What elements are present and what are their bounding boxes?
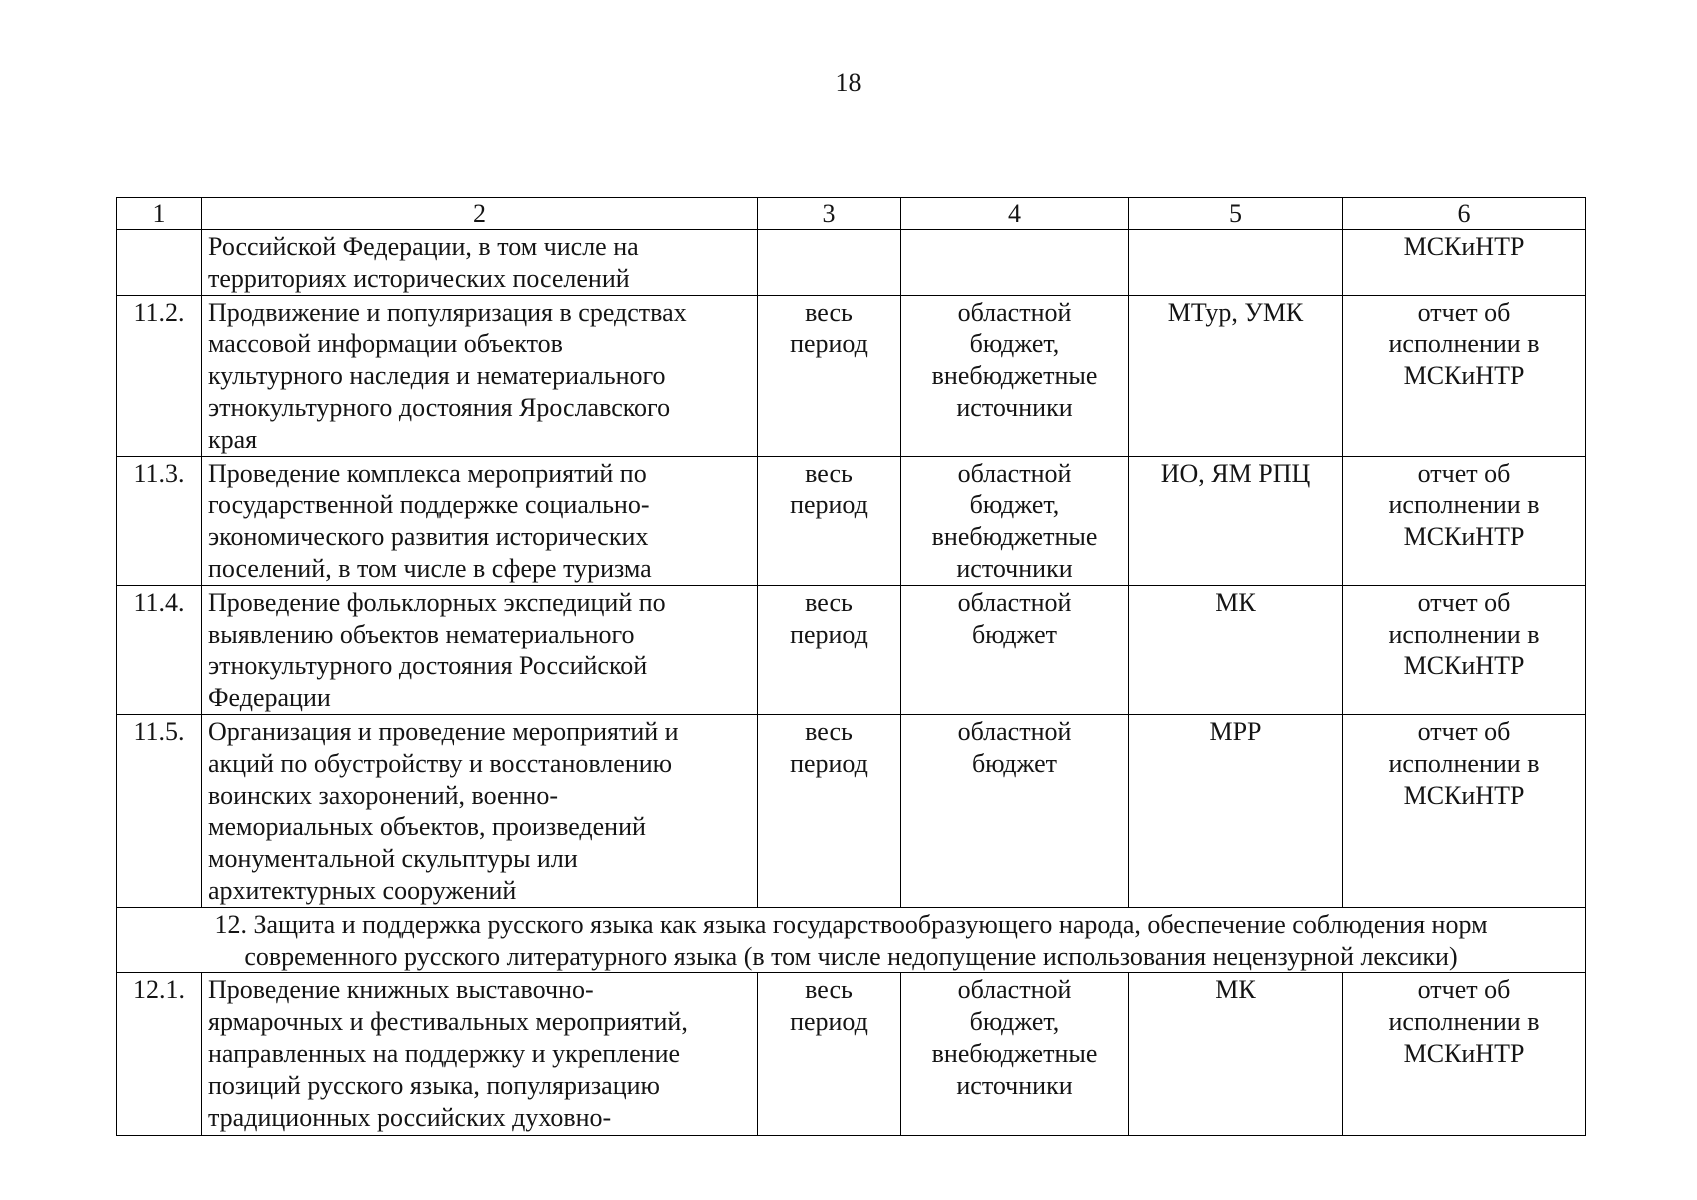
funding-source-cell — [901, 230, 1129, 296]
section-heading-cell — [117, 907, 1586, 973]
measure-text-cell — [202, 456, 758, 585]
cell-text-line: МСКиНТР — [1403, 651, 1525, 681]
cell-text-line: внебюджетные — [931, 522, 1098, 552]
cell-text-line: МСКиНТР — [1403, 361, 1525, 391]
cell-text-line: МТур, УМК — [1167, 297, 1304, 327]
cell-text-line: весь — [805, 587, 853, 617]
funding-source-cell — [901, 714, 1129, 907]
report-cell — [1343, 714, 1586, 907]
page-number: 18 — [835, 68, 862, 97]
period-cell — [758, 230, 901, 296]
cell-text-line: монументальной скульптуры или — [208, 844, 578, 874]
cell-text-line: отчет об — [1417, 297, 1511, 327]
cell-text-line: 11.2. — [133, 297, 185, 327]
cell-text-line: Российской Федерации, в том числе на — [208, 232, 639, 261]
cell-text-line: Проведение книжных выставочно- — [208, 975, 594, 1005]
cell-text-line: отчет об — [1417, 975, 1511, 1005]
cell-text-line: исполнении в — [1388, 619, 1540, 649]
executor-cell — [1129, 230, 1343, 296]
cell-text-line: мемориальных объектов, произведений — [208, 812, 646, 842]
funding-source-cell — [901, 456, 1129, 585]
cell-text-line: внебюджетные — [931, 1038, 1098, 1068]
header-cell: 6 — [1343, 198, 1586, 230]
period-cell — [758, 456, 901, 585]
cell-text-line: исполнении в — [1388, 748, 1540, 778]
header-cell: 2 — [202, 198, 758, 230]
cell-text-line: бюджет, — [969, 490, 1060, 520]
cell-text-line: областной — [957, 975, 1072, 1005]
cell-text-line: областной — [957, 716, 1072, 746]
cell-text-line: исполнении в — [1388, 490, 1540, 520]
executor-cell — [1129, 714, 1343, 907]
cell-text-line: МК — [1215, 587, 1256, 617]
executor-cell — [1129, 456, 1343, 585]
cell-text-line: традиционных российских духовно- — [208, 1102, 612, 1132]
cell-text-line: 11.4. — [133, 587, 185, 617]
table-row — [117, 585, 1586, 714]
section-heading-line: 12. Защита и поддержка русского языка как языка государствообразующего народа, обеспечение соблюдения норм — [214, 909, 1488, 939]
cell-text-line: областной — [957, 458, 1072, 488]
cell-text-line: источники — [956, 553, 1073, 583]
period-cell — [758, 714, 901, 907]
cell-text-line: бюджет — [971, 748, 1058, 778]
table-row — [117, 456, 1586, 585]
cell-text-line: МСКиНТР — [1403, 780, 1525, 810]
cell-text-line: областной — [957, 297, 1072, 327]
cell-text-line: Продвижение и популяризация в средствах — [208, 297, 687, 327]
cell-text-line: массовой информации объектов — [208, 329, 563, 359]
period-cell — [758, 973, 901, 1136]
cell-text-line: культурного наследия и нематериального — [208, 361, 666, 391]
executor-cell — [1129, 295, 1343, 456]
cell-text-line: внебюджетные — [931, 361, 1098, 391]
cell-text-line: отчет об — [1417, 458, 1511, 488]
measure-text-cell — [202, 295, 758, 456]
header-cell: 4 — [901, 198, 1129, 230]
cell-text-line: МСКиНТР — [1403, 522, 1525, 552]
cell-text-line: период — [790, 329, 868, 359]
cell-text-line: этнокультурного достояния Российской — [208, 651, 648, 681]
cell-text-line: экономического развития исторических — [208, 522, 649, 552]
cell-text-line: МК — [1215, 975, 1256, 1005]
measure-text-cell — [202, 585, 758, 714]
cell-text-line: источники — [956, 1070, 1073, 1100]
cell-text-line: Проведение фольклорных экспедиций по — [208, 587, 666, 617]
row-number-cell — [117, 585, 202, 714]
cell-text-line: поселений, в том числе в сфере туризма — [208, 553, 652, 583]
cell-text-line: края — [208, 424, 258, 454]
cell-text-line: Организация и проведение мероприятий и — [208, 716, 679, 746]
report-cell — [1343, 230, 1586, 296]
period-cell — [758, 585, 901, 714]
cell-text-line: весь — [805, 458, 853, 488]
cell-text-line: 11.3. — [133, 458, 185, 488]
header-cell: 3 — [758, 198, 901, 230]
cell-text-line: МСКиНТР — [1403, 232, 1525, 261]
cell-text-line: направленных на поддержку и укрепление — [208, 1038, 681, 1068]
funding-source-cell — [901, 585, 1129, 714]
cell-text-line: источники — [956, 392, 1073, 422]
report-cell — [1343, 456, 1586, 585]
report-cell — [1343, 295, 1586, 456]
executor-cell — [1129, 585, 1343, 714]
cell-text-line: период — [790, 748, 868, 778]
measure-text-cell — [202, 714, 758, 907]
table-header — [117, 198, 1586, 230]
cell-text-line: ярмарочных и фестивальных мероприятий, — [208, 1007, 688, 1037]
section-heading-row — [117, 907, 1586, 973]
cell-text-line: период — [790, 1007, 868, 1037]
report-cell — [1343, 973, 1586, 1136]
table-row — [117, 295, 1586, 456]
row-number-cell — [117, 295, 202, 456]
cell-text-line: выявлению объектов нематериального — [208, 619, 635, 649]
funding-source-cell — [901, 295, 1129, 456]
cell-text-line: позиций русского языка, популяризацию — [208, 1070, 660, 1100]
cell-text-line: акций по обустройству и восстановлению — [208, 748, 673, 778]
cell-text-line: ИО, ЯМ РПЦ — [1160, 458, 1311, 488]
cell-text-line: МСКиНТР — [1403, 1038, 1525, 1068]
header-row — [117, 198, 1586, 230]
cell-text-line: период — [790, 490, 868, 520]
section-heading-line: современного русского литературного языка (в том числе недопущение использования нецензурной лексики) — [244, 941, 1458, 971]
cell-text-line: весь — [805, 975, 853, 1005]
cell-text-line: весь — [805, 716, 853, 746]
cell-text-line: МРР — [1209, 716, 1262, 746]
row-number-cell — [117, 456, 202, 585]
cell-text-line: период — [790, 619, 868, 649]
header-cell: 1 — [117, 198, 202, 230]
table-row — [117, 230, 1586, 296]
report-cell — [1343, 585, 1586, 714]
header-cell: 5 — [1129, 198, 1343, 230]
cell-text-line: 11.5. — [133, 716, 185, 746]
cell-text-line: исполнении в — [1388, 329, 1540, 359]
funding-source-cell — [901, 973, 1129, 1136]
cell-text-line: бюджет — [971, 619, 1058, 649]
row-number-cell — [117, 230, 202, 296]
cell-text-line: архитектурных сооружений — [208, 875, 517, 905]
cell-text-line: отчет об — [1417, 587, 1511, 617]
cell-text-line: Федерации — [208, 683, 331, 713]
cell-text-line: исполнении в — [1388, 1007, 1540, 1037]
cell-text-line: 12.1. — [133, 975, 185, 1005]
measure-text-cell — [202, 973, 758, 1136]
cell-text-line: бюджет, — [969, 1007, 1060, 1037]
cell-text-line: территориях исторических поселений — [208, 263, 630, 293]
cell-text-line: этнокультурного достояния Ярославского — [208, 392, 671, 422]
cell-text-line: областной — [957, 587, 1072, 617]
cell-text-line: государственной поддержке социально- — [208, 490, 650, 520]
table-body — [117, 230, 1586, 1136]
table-row — [117, 973, 1586, 1136]
executor-cell — [1129, 973, 1343, 1136]
cell-text-line: воинских захоронений, военно- — [208, 780, 558, 810]
cell-text-line: бюджет, — [969, 329, 1060, 359]
period-cell — [758, 295, 901, 456]
table-row — [117, 714, 1586, 907]
row-number-cell — [117, 973, 202, 1136]
measures-table — [116, 197, 1586, 1136]
measure-text-cell — [202, 230, 758, 296]
row-number-cell — [117, 714, 202, 907]
cell-text-line: отчет об — [1417, 716, 1511, 746]
cell-text-line: Проведение комплекса мероприятий по — [208, 458, 647, 488]
cell-text-line: весь — [805, 297, 853, 327]
